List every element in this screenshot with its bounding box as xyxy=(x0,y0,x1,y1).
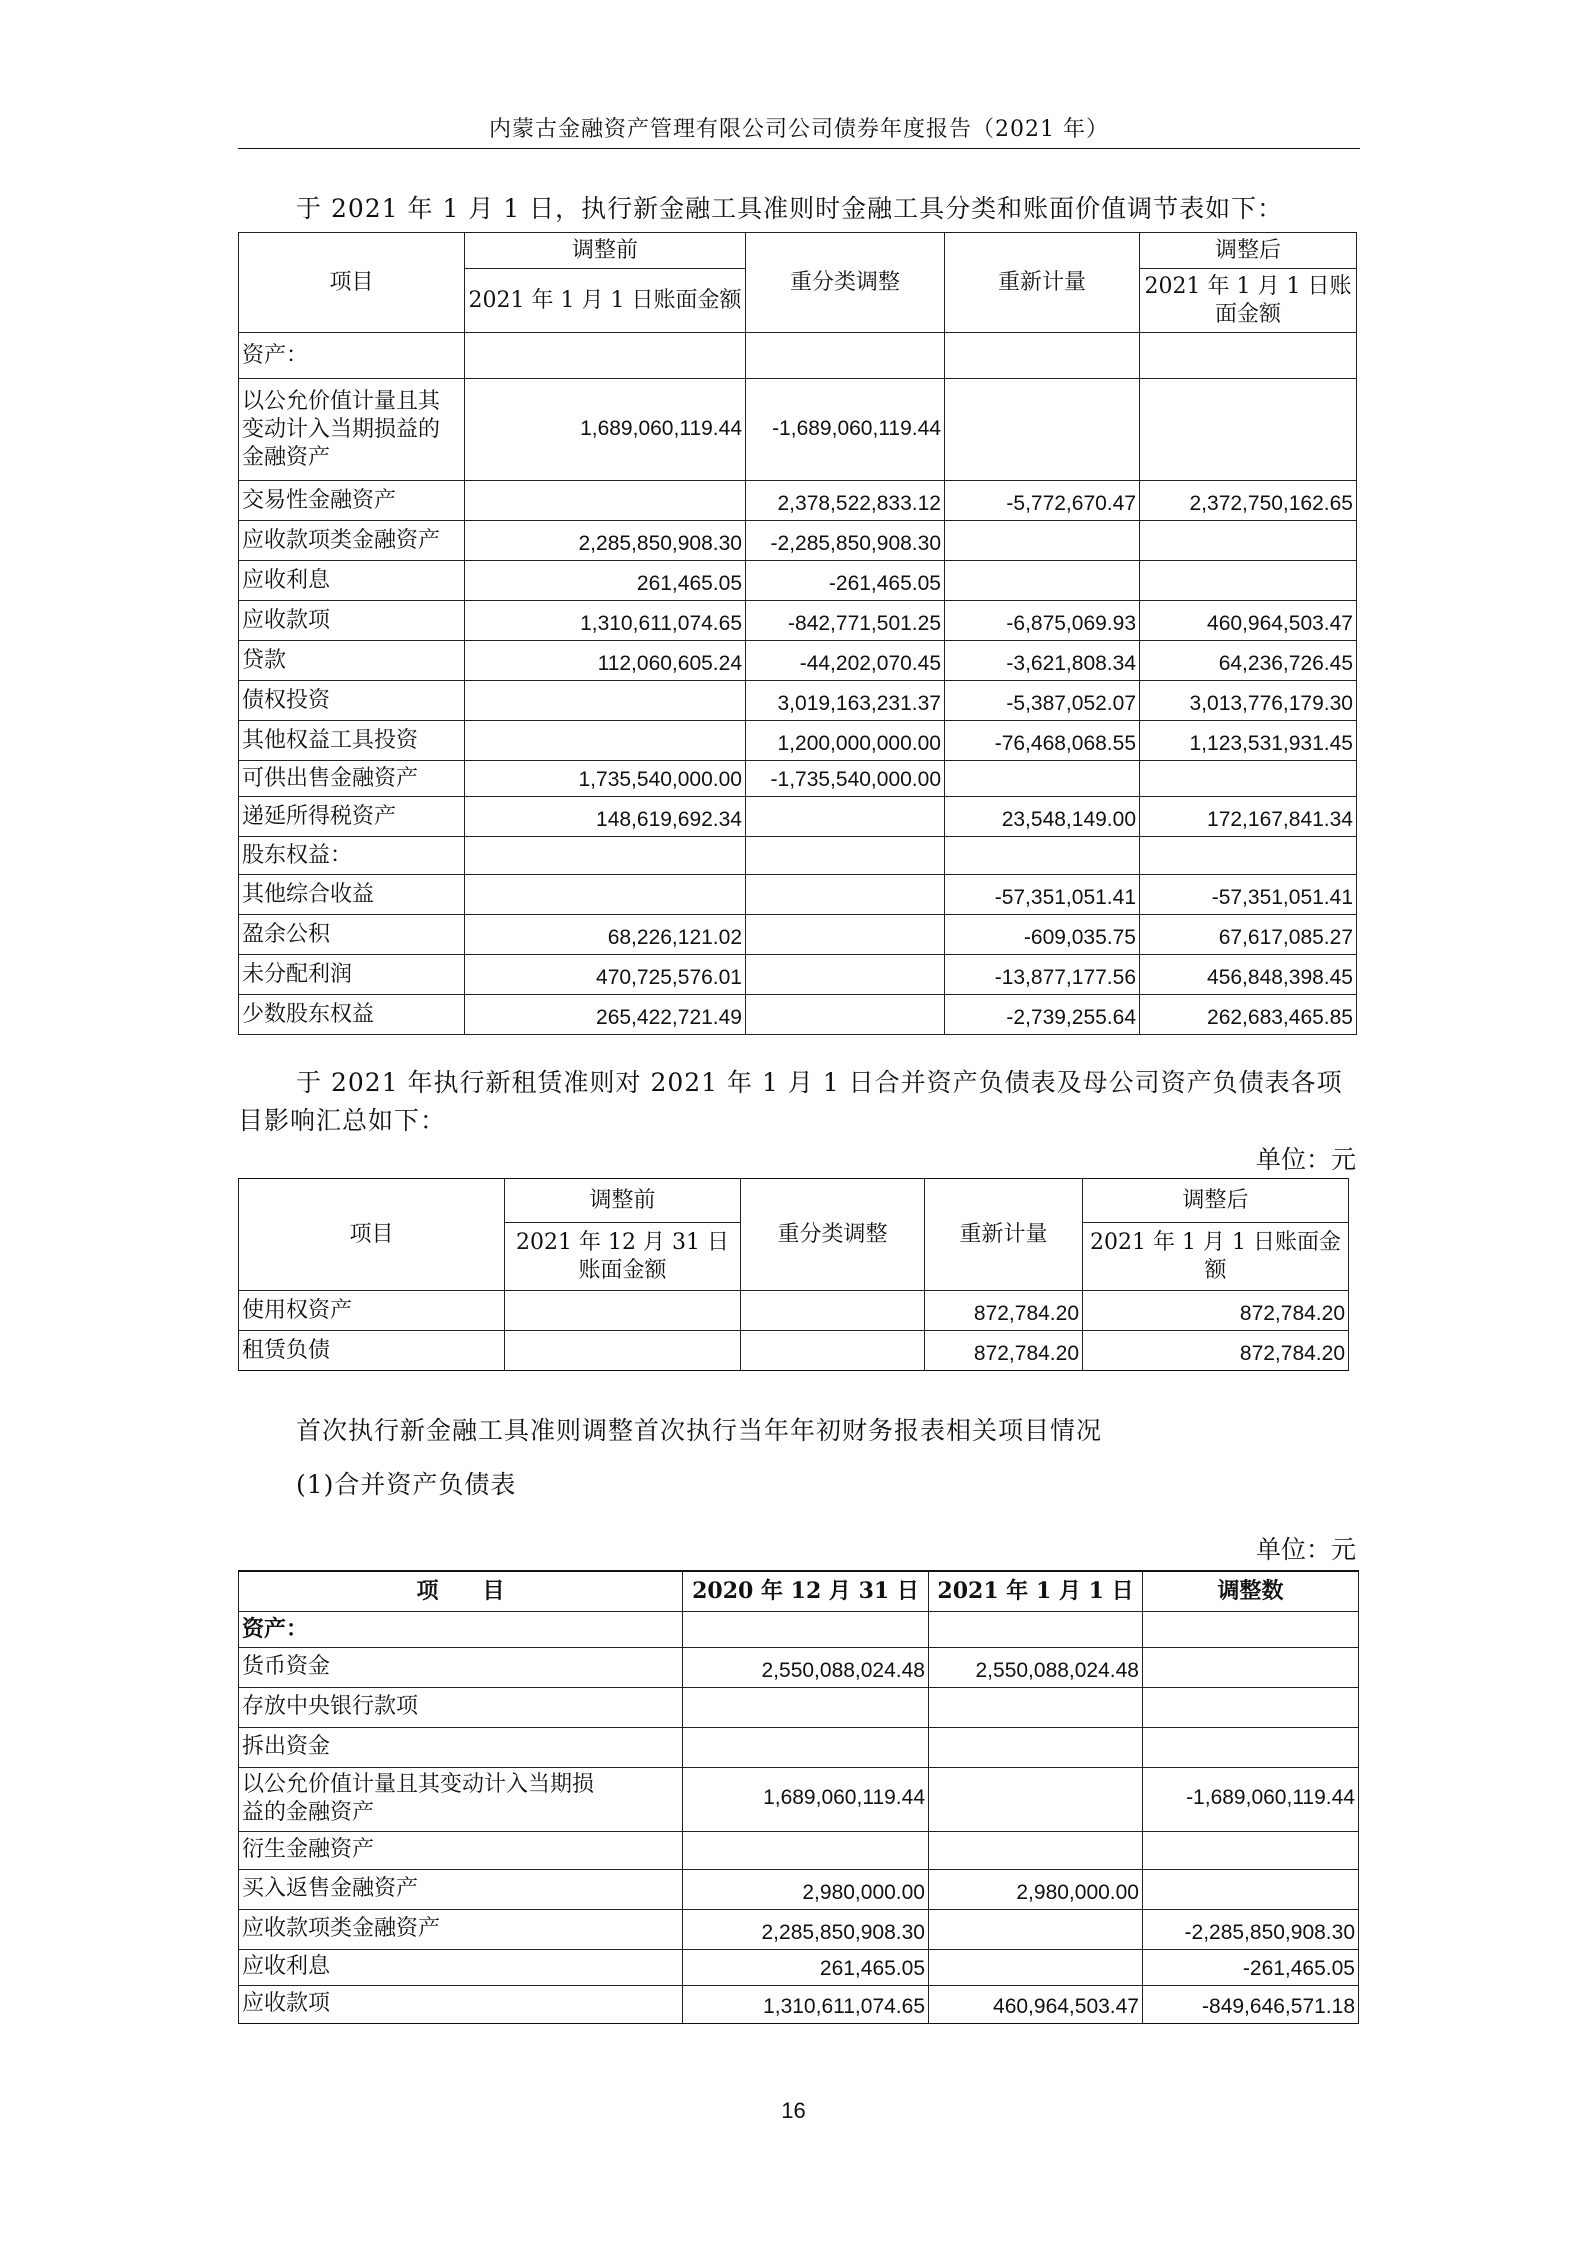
cell-remeasure: -5,387,052.07 xyxy=(945,681,1140,721)
cell-2021 xyxy=(929,1767,1143,1831)
unit-label-2: 单位：元 xyxy=(1255,1535,1356,1564)
t1-header-after: 调整后 xyxy=(1140,233,1357,269)
table-row-label: 债权投资 xyxy=(239,681,465,721)
table-row-label: 股东权益： xyxy=(239,837,465,875)
cell-after: 67,617,085.27 xyxy=(1140,915,1357,955)
cell-remeasure: -609,035.75 xyxy=(945,915,1140,955)
cell-adjust xyxy=(1143,1647,1359,1687)
table-row-label: 交易性金融资产 xyxy=(239,481,465,521)
paragraph-3: 首次执行新金融工具准则调整首次执行当年年初财务报表相关项目情况 xyxy=(296,1416,1103,1445)
cell-before xyxy=(465,333,746,379)
cell-2021 xyxy=(929,1611,1143,1647)
t2-header-item: 项目 xyxy=(239,1179,505,1291)
cell-2021: 2,980,000.00 xyxy=(929,1869,1143,1909)
t2-header-remeasure: 重新计量 xyxy=(925,1179,1083,1291)
cell-before xyxy=(465,681,746,721)
t1-header-before-sub: 2021 年 1 月 1 日账面金额 xyxy=(465,269,746,333)
table-row-label: 以公允价值计量且其变动计入当期损益的金融资产 xyxy=(239,1767,683,1831)
cell-remeasure xyxy=(945,521,1140,561)
table-row-label: 其他权益工具投资 xyxy=(239,721,465,761)
cell-remeasure: -3,621,808.34 xyxy=(945,641,1140,681)
t2-header-before-sub: 2021 年 12 月 31 日账面金额 xyxy=(505,1223,741,1291)
table-row-label: 应收利息 xyxy=(239,1949,683,1985)
t3-header-item: 项 目 xyxy=(239,1571,683,1611)
cell-reclass: 2,378,522,833.12 xyxy=(746,481,945,521)
cell-after: 456,848,398.45 xyxy=(1140,955,1357,995)
page-header-title: 内蒙古金融资产管理有限公司公司债券年度报告（2021 年） xyxy=(489,117,1109,142)
t2-header-after-sub: 2021 年 1 月 1 日账面金额 xyxy=(1083,1223,1349,1291)
cell-remeasure: -2,739,255.64 xyxy=(945,995,1140,1035)
page-number: 16 xyxy=(781,2098,806,2123)
table-row-label: 拆出资金 xyxy=(239,1727,683,1767)
cell-reclass: -261,465.05 xyxy=(746,561,945,601)
table-row-label: 未分配利润 xyxy=(239,955,465,995)
table-row-label: 应收款项 xyxy=(239,1985,683,2023)
cell-after: 872,784.20 xyxy=(1083,1291,1349,1331)
cell-after: 460,964,503.47 xyxy=(1140,601,1357,641)
cell-before: 1,735,540,000.00 xyxy=(465,761,746,797)
table-row-label: 应收款项类金融资产 xyxy=(239,1909,683,1949)
cell-before xyxy=(465,875,746,915)
header-divider xyxy=(238,148,1360,149)
cell-remeasure: -13,877,177.56 xyxy=(945,955,1140,995)
cell-remeasure: -76,468,068.55 xyxy=(945,721,1140,761)
cell-adjust xyxy=(1143,1869,1359,1909)
cell-after: 872,784.20 xyxy=(1083,1331,1349,1371)
cell-adjust: -849,646,571.18 xyxy=(1143,1985,1359,2023)
cell-2020 xyxy=(683,1611,929,1647)
cell-2021: 2,550,088,024.48 xyxy=(929,1647,1143,1687)
cell-before: 265,422,721.49 xyxy=(465,995,746,1035)
cell-adjust: -2,285,850,908.30 xyxy=(1143,1909,1359,1949)
cell-reclass: -1,689,060,119.44 xyxy=(746,379,945,481)
cell-remeasure: -5,772,670.47 xyxy=(945,481,1140,521)
cell-reclass xyxy=(746,955,945,995)
cell-adjust xyxy=(1143,1611,1359,1647)
cell-before xyxy=(465,481,746,521)
cell-remeasure: -57,351,051.41 xyxy=(945,875,1140,915)
cell-reclass: -1,735,540,000.00 xyxy=(746,761,945,797)
lease-adjustment-table xyxy=(238,1178,1349,1371)
table-row-label: 应收款项类金融资产 xyxy=(239,521,465,561)
unit-label: 单位：元 xyxy=(1255,1145,1356,1174)
table-row-label: 盈余公积 xyxy=(239,915,465,955)
table-row-label: 贷款 xyxy=(239,641,465,681)
cell-2020 xyxy=(683,1687,929,1727)
cell-after xyxy=(1140,521,1357,561)
cell-after: 172,167,841.34 xyxy=(1140,797,1357,837)
table-row-label: 少数股东权益 xyxy=(239,995,465,1035)
table-row-label: 可供出售金融资产 xyxy=(239,761,465,797)
cell-remeasure xyxy=(945,333,1140,379)
table-row-label: 资产： xyxy=(239,1611,683,1647)
table-row-label: 资产： xyxy=(239,333,465,379)
cell-remeasure xyxy=(945,761,1140,797)
cell-adjust xyxy=(1143,1687,1359,1727)
cell-remeasure: 872,784.20 xyxy=(925,1291,1083,1331)
cell-2020: 261,465.05 xyxy=(683,1949,929,1985)
table-row-label: 应收利息 xyxy=(239,561,465,601)
cell-2020: 2,285,850,908.30 xyxy=(683,1909,929,1949)
cell-reclass: -44,202,070.45 xyxy=(746,641,945,681)
cell-2020: 2,980,000.00 xyxy=(683,1869,929,1909)
table-row-label: 递延所得税资产 xyxy=(239,797,465,837)
cell-before xyxy=(465,837,746,875)
cell-reclass xyxy=(741,1331,925,1371)
table-row-label: 租赁负债 xyxy=(239,1331,505,1371)
reconciliation-table xyxy=(238,232,1357,1035)
cell-2020 xyxy=(683,1831,929,1869)
cell-after xyxy=(1140,561,1357,601)
table-row-label: 衍生金融资产 xyxy=(239,1831,683,1869)
cell-reclass: 3,019,163,231.37 xyxy=(746,681,945,721)
cell-after: 64,236,726.45 xyxy=(1140,641,1357,681)
cell-adjust: -1,689,060,119.44 xyxy=(1143,1767,1359,1831)
cell-after xyxy=(1140,837,1357,875)
cell-reclass xyxy=(746,797,945,837)
cell-before xyxy=(505,1331,741,1371)
cell-reclass xyxy=(746,333,945,379)
cell-before: 112,060,605.24 xyxy=(465,641,746,681)
cell-remeasure: 872,784.20 xyxy=(925,1331,1083,1371)
cell-2021 xyxy=(929,1909,1143,1949)
cell-reclass: -2,285,850,908.30 xyxy=(746,521,945,561)
cell-2021: 460,964,503.47 xyxy=(929,1985,1143,2023)
cell-2021 xyxy=(929,1831,1143,1869)
cell-before: 2,285,850,908.30 xyxy=(465,521,746,561)
cell-remeasure: -6,875,069.93 xyxy=(945,601,1140,641)
t2-header-before: 调整前 xyxy=(505,1179,741,1223)
cell-remeasure xyxy=(945,379,1140,481)
cell-before: 68,226,121.02 xyxy=(465,915,746,955)
cell-after xyxy=(1140,379,1357,481)
cell-after xyxy=(1140,333,1357,379)
cell-remeasure xyxy=(945,561,1140,601)
cell-after: 1,123,531,931.45 xyxy=(1140,721,1357,761)
cell-reclass xyxy=(746,837,945,875)
t1-header-item: 项目 xyxy=(239,233,465,333)
paragraph-4: (1)合并资产负债表 xyxy=(296,1470,517,1499)
cell-2020: 2,550,088,024.48 xyxy=(683,1647,929,1687)
cell-after xyxy=(1140,761,1357,797)
cell-adjust xyxy=(1143,1831,1359,1869)
cell-2021 xyxy=(929,1687,1143,1727)
cell-remeasure: 23,548,149.00 xyxy=(945,797,1140,837)
t1-header-reclass: 重分类调整 xyxy=(746,233,945,333)
paragraph-1: 于 2021 年 1 月 1 日，执行新金融工具准则时金融工具分类和账面价值调节表如下： xyxy=(296,194,1284,223)
cell-reclass: 1,200,000,000.00 xyxy=(746,721,945,761)
cell-before: 1,310,611,074.65 xyxy=(465,601,746,641)
table-row-label: 以公允价值计量且其变动计入当期损益的金融资产 xyxy=(239,379,465,481)
table-row-label: 应收款项 xyxy=(239,601,465,641)
cell-2020 xyxy=(683,1727,929,1767)
cell-2021 xyxy=(929,1727,1143,1767)
cell-before: 470,725,576.01 xyxy=(465,955,746,995)
cell-2021 xyxy=(929,1949,1143,1985)
cell-adjust xyxy=(1143,1727,1359,1767)
t3-header-2021: 2021 年 1 月 1 日 xyxy=(929,1571,1143,1611)
cell-2020: 1,310,611,074.65 xyxy=(683,1985,929,2023)
cell-reclass: -842,771,501.25 xyxy=(746,601,945,641)
table-row-label: 其他综合收益 xyxy=(239,875,465,915)
cell-2020: 1,689,060,119.44 xyxy=(683,1767,929,1831)
consolidated-balance-sheet-table xyxy=(238,1570,1359,2024)
cell-after: 262,683,465.85 xyxy=(1140,995,1357,1035)
table-row-label: 买入返售金融资产 xyxy=(239,1869,683,1909)
cell-before: 148,619,692.34 xyxy=(465,797,746,837)
cell-reclass xyxy=(746,995,945,1035)
t2-header-after: 调整后 xyxy=(1083,1179,1349,1223)
t3-header-adjust: 调整数 xyxy=(1143,1571,1359,1611)
cell-reclass xyxy=(741,1291,925,1331)
cell-after: 3,013,776,179.30 xyxy=(1140,681,1357,721)
t2-header-reclass: 重分类调整 xyxy=(741,1179,925,1291)
cell-before: 261,465.05 xyxy=(465,561,746,601)
cell-before xyxy=(465,721,746,761)
t1-header-after-sub: 2021 年 1 月 1 日账面金额 xyxy=(1140,269,1357,333)
cell-reclass xyxy=(746,915,945,955)
cell-adjust: -261,465.05 xyxy=(1143,1949,1359,1985)
cell-after: 2,372,750,162.65 xyxy=(1140,481,1357,521)
t3-header-2020: 2020 年 12 月 31 日 xyxy=(683,1571,929,1611)
cell-reclass xyxy=(746,875,945,915)
table-row-label: 货币资金 xyxy=(239,1647,683,1687)
paragraph-2: 于 2021 年执行新租赁准则对 2021 年 1 月 1 日合并资产负债表及母公司资产负债表各项目影响汇总如下： xyxy=(238,1068,1343,1135)
cell-remeasure xyxy=(945,837,1140,875)
table-row-label: 使用权资产 xyxy=(239,1291,505,1331)
t1-header-before: 调整前 xyxy=(465,233,746,269)
table-row-label: 存放中央银行款项 xyxy=(239,1687,683,1727)
cell-after: -57,351,051.41 xyxy=(1140,875,1357,915)
cell-before xyxy=(505,1291,741,1331)
t1-header-remeasure: 重新计量 xyxy=(945,233,1140,333)
cell-before: 1,689,060,119.44 xyxy=(465,379,746,481)
